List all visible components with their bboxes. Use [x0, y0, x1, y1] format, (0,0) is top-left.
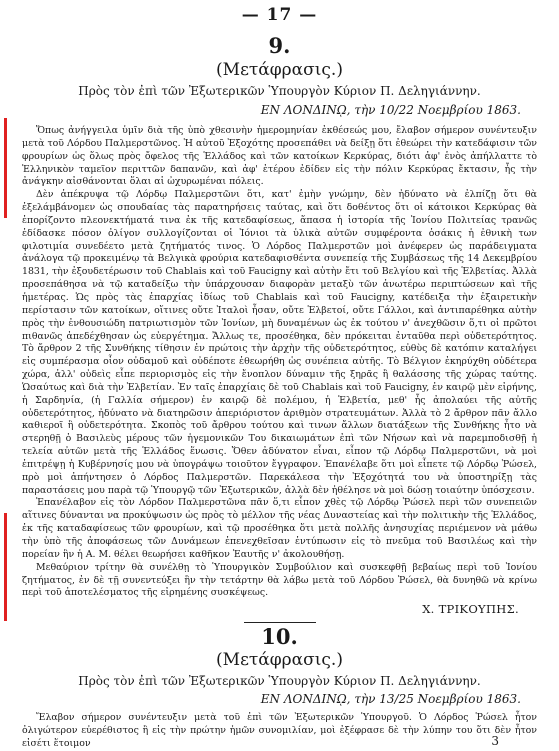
- document-number-9: 9.: [268, 33, 291, 58]
- translation-heading-10: (Μετάφρασις.): [216, 650, 343, 670]
- letter-body-9: [22, 125, 537, 600]
- paragraph: Ἐπανέλαβον εἰς τὸν Λόρδον Παλμερστῶνα πᾶν ὅ,τι εἶπον χθὲς τῷ Λόρδῳ Ῥώσελ περὶ τῶν συνεπειῶν αἵτινες δύνανται να προκύψωσιν ὡς πρὸς τὸ μέλλον τῆς νέας Δυναστείας καὶ τὴν πολιτικὴν τῆς Ἑλλάδος, ἐκ τῆς καταδαφίσεως τῶν φρουρίων, καὶ τῷ προσέθηκα ὅτι μετὰ πολλῆς ἀνησυχίας περιέμενον νὰ μάθω τὴν ὑπὸ τῆς ἀποφάσεως τῶν Δυνάμεων ἐπενεχθεῖσαν ἐντύπωσιν εἰς τὸ πνεῦμα τοῦ Βασιλέως καὶ τὴν πορείαν ἣν ἡ Α. Μ. θέλει θεωρήσει καθῆκον Ἑαυτῆς ν' ἀκολουθήσῃ.: [22, 497, 537, 560]
- addressee-9: Πρὸς τὸν ἐπὶ τῶν Ἐξωτερικῶν Ὑπουργὸν Κύριον Π. Δεληγιάννην.: [78, 84, 481, 98]
- page-number: — 17 —: [241, 5, 318, 25]
- document-number-10: 10.: [261, 624, 298, 649]
- dateline-10: ΕΝ ΛΟΝΔΙΝῼ, τὴν 13/25 Νοεμβρίου 1863.: [260, 692, 521, 706]
- letter-body-10: [22, 712, 537, 751]
- paragraph: Ἔλαβον σήμερον συνέντευξιν μετὰ τοῦ ἐπὶ τῶν Ἐξωτερικῶν Ὑπουργοῦ. Ὁ Λόρδος Ῥώσελ ἦτον ὀλιγώτερον εὐερέθιστος ἢ εἰς τὴν πρώτην ἡμῶν συνομιλίαν, μοὶ ἐξέφρασε δὲ τὴν λύπην του ὅτι δὲν ἦτον εἰσέτι ἕτοιμον: [22, 712, 537, 749]
- paragraph: Δὲν ἀπέκρυψα τῷ Λόρδῳ Παλμερστῶνι ὅτι, κατ' ἐμὴν γνώμην, δὲν ἠδύνατο νὰ ἐλπίζῃ ὅτι θὰ ἐξελάμβάνομεν ὡς σπουδαίας τὰς παρατηρήσεις ταύτας, καὶ ὅτι δοθέντος ὅτι οἱ κάτοικοι Κερκύρας θὰ ἐπορίζοντο πλεονεκτήματά τινα ἐκ τῆς κατεδαφίσεως, ἅπασα ἡ ἱστορία τῆς Ἰονίου Πολιτείας τρανῶς ἐδίδασκε πόσον ὀλίγον συλλογίζονται οἱ Ἰόνιοι τὰ ὑλικὰ αὐτῶν συμφέροντα ὁσάκις ἡ ἐθνικὴ των φιλοτιμία συνεδέετο μετὰ ζητήματός τινος. Ὁ Λόρδος Παλμερστῶν μοὶ ἀνέφερεν ὡς παράδειγματα ἀνάλογα τῷ προκειμένῳ τὰ Βελγικὰ φρούρια κατεδαφισθέντα συνεπείᾳ τῆς Συμβάσεως τῆς 14 Δεκεμβρίου 1831, τὴν ἐξουδετέρωσιν τοῦ Chablais καὶ τοῦ Faucigny καὶ αὐτὴν ἔτι τοῦ Βελγίου καὶ τῆς Ἑλβετίας. Ἀλλὰ προσεπάθησα νὰ τῷ καταδείξω τὴν ὑπάρχουσαν διαφορὰν μεταξὺ τῶν ἀνωτέρω περιπτώσεων καὶ τῆς ἡμετέρας. Ὡς πρὸς τὰς ἐπαρχίας ἰδίως τοῦ Chablais καὶ τοῦ Faucigny, κατέδειξα τὴν ἐξαιρετικὴν περίστασιν τῶν κατοίκων, οἵτινες οὔτε Ἰταλοὶ ἦσαν, οὔτε Ἑλβετοί, οὔτε Γάλλοι, καὶ ἀντιπαρέθηκα αὐτὴν πρὸς τὴν ἐνθουσιώδη πατριωτισμὸν τῶν Ἰονίων, μὴ δυναμένων ὡς ἐκ τούτου ν' ἀνεχθῶσιν ὅ,τι οἱ πρῶτοι πιθανῶς ἀπεδέχθησαν ὡς εὐεργέτημα. Ἄλλως τε, προσέθηκα, δὲν πρόκειται ἐνταῦθα περὶ οὐδετερότητος. Τὸ ἄρθρον 2 τῆς Συνθήκης τίθησιν ἐν πρώτοις τὴν ἀρχὴν τῆς οὐδετερότητος, εὐθὺς δὲ κατόπιν καταλήγει εἰς συμπέρασμα οἷον οὐδαμοῦ καὶ οὐδέποτε ἐθεωρήθη ὡς συνέπεια αὐτῆς. Τὸ Βέλγιον ἐκηρύχθη οὐδέτερα χώρα, ἀλλ' οὐδεὶς εἶπε περιορισμὸς εἰς τὴν ἔνοπλον δύναμιν τῆς ξηρᾶς ἢ θαλάσσης τῆς χώρας ταύτης. Ὡσαύτως καὶ διὰ τὴν Ἑλβετίαν. Ἐν ταῖς ἐπαρχίαις δὲ τοῦ Chablais καὶ τοῦ Faucigny, ἐν καιρῷ μὲν εἰρήνης, ἡ Σαρδηνία, (ἡ Γαλλία σήμερον) ἐν καιρῷ δὲ πολέμου, ἡ Ἑλβετία, μεθ' ἧς ἀπολαύει τῆς αὐτῆς οὐδετερότητος, ἠδύνατο νὰ διατηρῶσιν ἀπεριόριστον ἀριθμὸν στρατευμάτων. Ἀλλὰ τὸ 2 ἄρθρον πᾶν ἄλλο καθιεροῖ ἢ οὐδετερότητα. Σκοπὸς τοῦ ἄρθρου τούτου καὶ τινων ἄλλων διατάξεων τῆς Συνθήκης ἦτο νὰ στερηθῇ ὁ Βασιλεὺς μέρους τῶν ἡγεμονικῶν Του δικαιωμάτων ἐπὶ τῶν Νήσων καὶ νὰ παρεμποδισθῇ ἡ τελεία αὐτῶν μετὰ τῆς Ἑλλάδος ἕνωσις. Ὅθεν ἀδύνατον εἶναι, εἶπον τῷ Λόρδῳ Παλμερστῶνι, νὰ μοὶ ἐπιτρέψῃ ἡ Κυβέρνησίς μου νὰ ὑπογράψω τοιοῦτον ἔγγραφον. Ἐπανέλαβε ὅτι μοὶ εἶπετε τῷ Λόρδῳ Ῥώσελ, πρὸ μοὶ ἀπήντησεν ὁ Λόρδος Παλμερστῶν. Παρεκάλεσα τὴν Ἐξοχότητά του νὰ ὑποστηρίξῃ τὰς παραστάσεις μου παρὰ τῷ Ὑπουργῷ τῶν Ἐξωτερικῶν, ἀλλὰ δὲν ἠθέλησε νὰ μοὶ δώσῃ τοιαύτην ὑπόσχεσιν.: [22, 189, 537, 496]
- dateline-9: ΕΝ ΛΟΝΔΙΝῼ, τὴν 10/22 Νοεμβρίου 1863.: [260, 103, 521, 117]
- margin-marker-bottom: [4, 513, 7, 621]
- section-divider: [244, 622, 316, 623]
- margin-marker-top: [4, 118, 7, 218]
- signature-mark: 3: [491, 734, 499, 748]
- paragraph: Ὅπως ἀνήγγειλα ὑμῖν διὰ τῆς ὑπὸ χθεσινὴν ἡμερομηνίαν ἐκθέσεώς μου, ἔλαβον σήμερον συνέντευξιν μετὰ τοῦ Λόρδου Παλμερστῶνος. Ἡ αὐτοῦ Ἐξοχότης προσεπάθει νὰ δείξῃ ὅτι ἐθεώρει τὴν κατεδάφισιν τῶν φρουρίων ὡς ὅλως πρὸς ὄφελος τῆς Ἑλλάδος καὶ τῶν κατοίκων Κερκύρας, διότι ἀφ' ἑνὸς ἀπήλλαττε τὸ Ἑλληνικὸν ταμεῖον περιττῶν δαπανῶν, καὶ ἀφ' ἑτέρου ἐδίδεν εἰς τὴν πόλιν Κερκύρας ἔκτασιν, ἧς τὴν ἀνάγκην αἰσθάνονται ὅλαι αἱ ὠχυρωμέναι πόλεις.: [22, 125, 537, 188]
- paragraph: Μεθαύριον τρίτην θὰ συνέλθῃ τὸ Ὑπουργικὸν Συμβούλιον καὶ συσκεφθῇ βεβαίως περὶ τοῦ Ἰονίου ζητήματος, ἐν δὲ τῇ συνεντεύξει ἣν τὴν τετάρτην θὰ λάβω μετὰ τοῦ Λόρδου Ῥώσελ, θὰ δυνηθῶ νὰ κρίνω περὶ τοῦ ἀποτελέσματος τῆς εἰρημένης συσκέψεως.: [22, 561, 537, 599]
- translation-heading-9: (Μετάφρασις.): [216, 60, 343, 80]
- signature-9: Χ. ΤΡΙΚΟΥΠΗΣ.: [422, 602, 519, 616]
- addressee-10: Πρὸς τὸν ἐπὶ τῶν Ἐξωτερικῶν Ὑπουργὸν Κύριον Π. Δεληγιάννην.: [78, 674, 481, 688]
